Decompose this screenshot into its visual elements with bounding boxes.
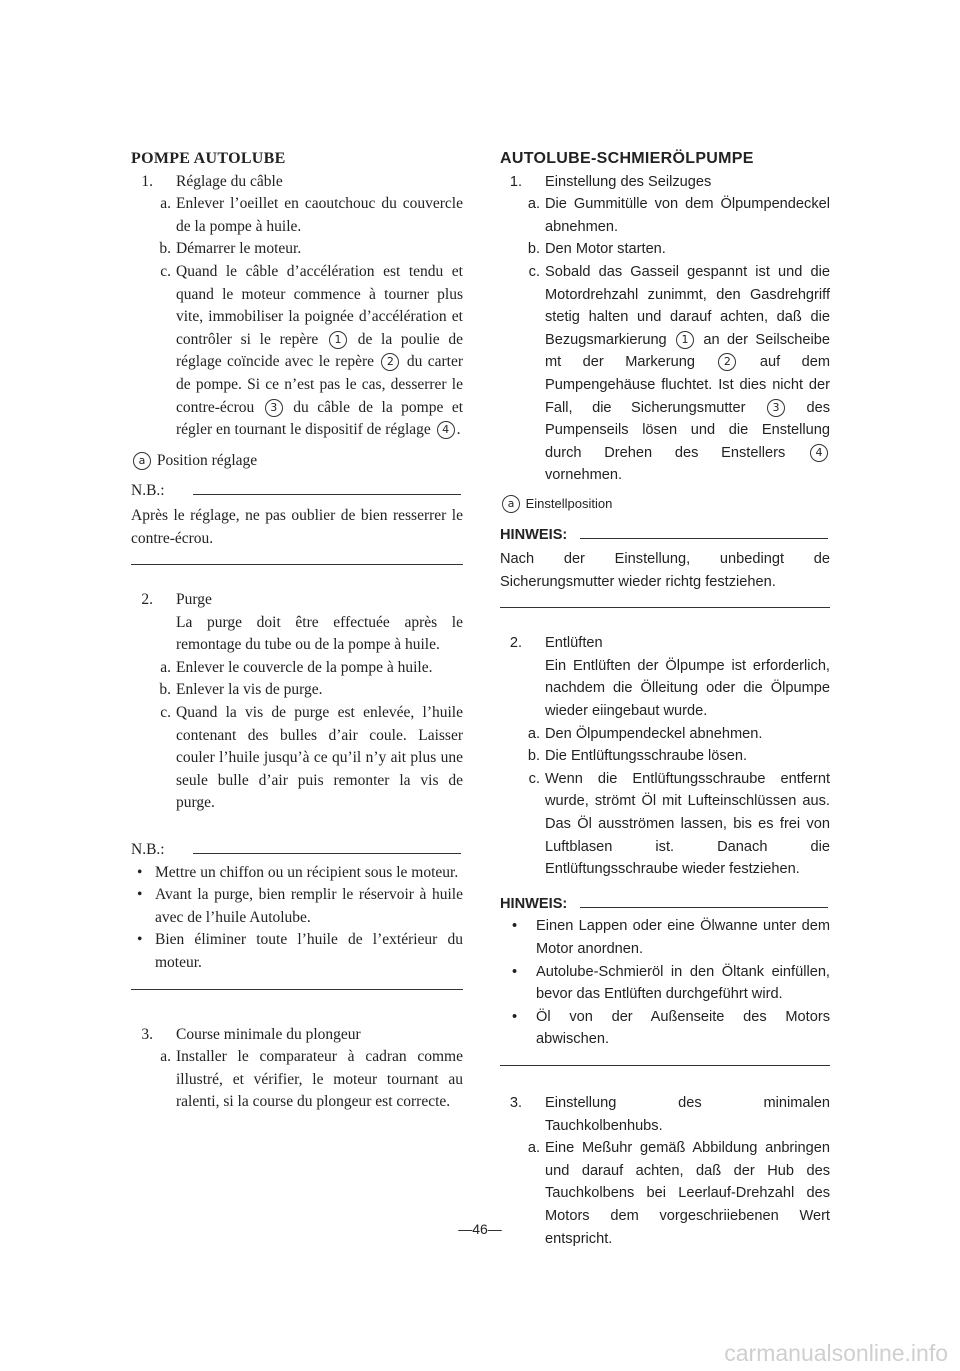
fr-note-1-end-rule — [131, 564, 463, 565]
de-s2-c-text: Wenn die Entlüftungsschraube entfernt wurde, strömt Öl mit Lufteinschlüssen aus. Das Öl ausströmen lassen, bis es frei von Luftblasen ist. Danach die Entlüftungsschraube wieder festziehen. — [545, 770, 830, 878]
watermark: carmanualsonline.info — [724, 1340, 948, 1366]
de-s1-b-label: b. — [527, 241, 540, 258]
fr-s1-step-b — [131, 238, 463, 261]
ref-mark-1-icon: 1 — [329, 331, 347, 349]
ref-mark-4-icon: 4 — [437, 421, 455, 439]
fr-note-2-bullet — [131, 862, 463, 885]
german-column — [500, 148, 830, 1250]
de-note-2-end-rule — [500, 1065, 830, 1066]
de-s2-c-label: c. — [528, 770, 540, 787]
de-note-2-header — [500, 893, 830, 916]
de-s3-heading: Einstellung des minimalen Tauchkolbenhubs. — [545, 1094, 830, 1134]
de-note-2-bullet — [500, 1006, 830, 1051]
de-s2-a-text: Den Ölpumpendeckel abnehmen. — [545, 725, 763, 742]
fr-s2-c-label: c. — [160, 704, 171, 722]
fr-note-1-rule — [193, 494, 461, 495]
fr-s2-a-text: Enlever le couvercle de la pompe à huile. — [176, 658, 433, 676]
fr-s3-number: 3. — [141, 1025, 153, 1043]
fr-s3-step-a — [131, 1046, 463, 1114]
de-c-text-5: vornehmen. — [545, 467, 623, 484]
fr-bullet-text: Bien éliminer toute l’huile de l’extérieur du moteur. — [155, 931, 463, 971]
ref-mark-2-icon: 2 — [381, 353, 399, 371]
de-s3-a-label: a. — [527, 1140, 540, 1157]
fr-s1-b-label: b. — [159, 240, 171, 258]
de-title: AUTOLUBE-SCHMIERÖLPUMPE — [500, 150, 754, 167]
de-bullet-text: Öl von der Außenseite des Motors abwischen. — [536, 1008, 830, 1048]
bullet-icon: • — [137, 931, 143, 949]
fr-s1-step-a — [131, 193, 463, 238]
de-s2-b-text: Die Entlüftungsschraube lösen. — [545, 748, 748, 765]
de-s1-heading: Einstellung des Seilzuges — [545, 173, 712, 190]
ref-mark-3-icon: 3 — [265, 399, 283, 417]
fr-s2-step-b — [131, 679, 463, 702]
fr-note-2-rule — [193, 853, 461, 854]
fr-s1-c-text — [176, 261, 463, 442]
ref-mark-3-icon: 3 — [767, 399, 785, 417]
legend-a-icon: a — [133, 452, 151, 470]
de-s2-b-label: b. — [527, 748, 540, 765]
ref-mark-2-icon: 2 — [718, 353, 736, 371]
de-c-text-1: Sobald das Gasseil gespannt ist und die Motordrehzahl zunimmt, den Gasdrehgriff stetig halten und darauf achten, daß die Bezugsmarkierung — [545, 263, 830, 348]
french-column — [131, 148, 463, 1114]
fr-note-1-title: N.B.: — [131, 482, 165, 500]
de-s2-intro-text: Ein Entlüften der Ölpumpe ist erforderlich, nachdem die Ölleitung oder die Ölpumpe wieder eiingebaut wurde. — [545, 657, 830, 720]
fr-c-text-2: de la poulie de réglage coïncide avec le repère — [176, 330, 463, 371]
de-note-1-title: HINWEIS: — [500, 526, 568, 543]
fr-s3-a-text: Installer le comparateur à cadran comme illustré, et vérifier, le moteur tournant au ralenti, si la course du plongeur est correcte. — [176, 1048, 463, 1111]
de-legend — [500, 493, 830, 516]
fr-legend-text: Position réglage — [156, 451, 258, 469]
ref-mark-4-icon: 4 — [810, 444, 828, 462]
fr-bullet-text: Mettre un chiffon ou un récipient sous le moteur. — [155, 863, 459, 881]
fr-s2-b-label: b. — [159, 681, 171, 699]
fr-note-1-header — [131, 480, 463, 503]
de-note-1-text: Nach der Einstellung, unbedingt de Sicherungsmutter wieder richtg festziehen. — [500, 551, 830, 590]
de-section-1 — [500, 171, 830, 194]
fr-note-2-title: N.B.: — [131, 841, 165, 859]
fr-s1-step-c — [131, 261, 463, 442]
de-bullet-text: Einen Lappen oder eine Ölwanne unter dem Motor anordnen. — [536, 918, 830, 957]
fr-s2-number: 2. — [141, 591, 153, 609]
bullet-icon: • — [512, 918, 518, 935]
de-s2-a-label: a. — [527, 725, 540, 742]
ref-mark-1-icon: 1 — [676, 331, 694, 349]
de-s2-step-a — [500, 723, 830, 746]
fr-note-2-bullet — [131, 929, 463, 974]
de-s2-intro — [500, 655, 830, 723]
de-note-1-end-rule — [500, 607, 830, 608]
fr-section-2 — [131, 589, 463, 612]
de-note-1-header — [500, 524, 830, 547]
fr-s2-heading: Purge — [176, 591, 212, 609]
fr-s1-a-text: Enlever l’oeillet en caoutchouc du couvercle de la pompe à huile. — [176, 195, 463, 235]
de-s1-c-label: c. — [528, 263, 540, 280]
de-s1-a-text: Die Gummitülle von dem Ölpumpendeckel abnehmen. — [545, 196, 830, 235]
de-note-2-rule — [580, 907, 828, 908]
de-s1-step-c — [500, 261, 830, 487]
bullet-icon: • — [512, 963, 518, 980]
bullet-icon: • — [512, 1008, 518, 1025]
fr-s2-b-text: Enlever la vis de purge. — [176, 681, 323, 699]
fr-note-2-bullet — [131, 884, 463, 929]
de-s2-heading: Entlüften — [545, 635, 603, 652]
de-c-text-3: auf dem Pumpengehäuse fluchtet. Ist dies nicht der Fall, die Sicherungsmutter — [545, 354, 831, 416]
fr-section-3 — [131, 1024, 463, 1047]
fr-section-1 — [131, 171, 463, 194]
fr-s2-c-text: Quand la vis de purge est enlevée, l’huile contenant des bulles d’air coule. Laisser couler l’huile jusqu’à ce qu’il n’y ait plus une seule bulle d’air puis remonter la vis de purge. — [176, 704, 463, 812]
de-s3-number: 3. — [509, 1094, 522, 1111]
fr-title: POMPE AUTOLUBE — [131, 150, 286, 167]
de-c-text-2: an der Seilscheibe mt der Markerung — [545, 331, 831, 371]
legend-a-icon: a — [502, 495, 520, 513]
fr-c-text-4: du câble de la pompe et régler en tournant le dispositif de réglage — [176, 398, 464, 439]
fr-s3-heading: Course minimale du plongeur — [176, 1025, 361, 1043]
fr-c-text-3: du carter de pompe. Si ce n’est pas le cas, desserrer le contre-écrou — [176, 353, 463, 416]
de-s1-b-text: Den Motor starten. — [545, 241, 666, 258]
fr-s2-a-label: a. — [160, 658, 171, 676]
fr-s2-step-c — [131, 702, 463, 815]
fr-bullet-text: Avant la purge, bien remplir le réservoir à huile avec de l’huile Autolube. — [155, 886, 463, 926]
de-bullet-text: Autolube-Schmieröl in den Öltank einfüllen, bevor das Entlüften durchgeführt wird. — [536, 963, 830, 1003]
fr-s3-a-label: a. — [160, 1048, 171, 1066]
fr-note-1-text: Après le réglage, ne pas oublier de bien resserrer le contre-écrou. — [131, 506, 463, 547]
de-s2-step-b — [500, 745, 830, 768]
fr-c-text-5: . — [456, 421, 461, 439]
de-s1-step-b — [500, 238, 830, 261]
bullet-icon: • — [137, 886, 143, 904]
de-s1-c-text — [545, 261, 830, 487]
page-number: —46— — [458, 1221, 502, 1237]
bullet-icon: • — [137, 863, 143, 881]
de-s1-number: 1. — [509, 173, 522, 190]
fr-note-2-header — [131, 839, 463, 862]
fr-s1-number: 1. — [141, 172, 153, 190]
fr-s2-intro-text: La purge doit être effectuée après le remontage du tube ou de la pompe à huile. — [176, 613, 463, 654]
de-c-text-4: des Pumpenseils lösen und die Enstellung durch Drehen des Enstellers — [545, 399, 830, 461]
de-note-1-rule — [580, 538, 828, 539]
fr-c-text-1: Quand le câble d’accélération est tendu et quand le moteur commence à tourner plus vite, immobiliser la poignée d’accélération et contrôler si le repère — [176, 262, 463, 348]
fr-s1-b-text: Démarrer le moteur. — [176, 240, 302, 258]
fr-s2-intro — [131, 612, 463, 657]
fr-legend — [131, 450, 463, 473]
de-s1-a-label: a. — [527, 196, 540, 213]
de-s3-a-text: Eine Meßuhr gemäß Abbildung anbringen und darauf achten, daß der Hub des Tauchkolbens bei Leerlauf-Drehzahl des Motors dem vorgeschriiebenen Wert entspricht. — [545, 1140, 830, 1247]
de-legend-text: Einstellposition — [525, 495, 613, 511]
de-note-2-bullet — [500, 961, 830, 1006]
de-s2-step-c — [500, 768, 830, 881]
de-s2-number: 2. — [509, 635, 522, 652]
de-s1-step-a — [500, 193, 830, 238]
fr-s1-heading: Réglage du câble — [176, 172, 283, 190]
fr-note-2-end-rule — [131, 989, 463, 990]
de-section-3 — [500, 1092, 830, 1137]
de-note-2-bullet — [500, 915, 830, 960]
fr-s1-c-label: c. — [160, 262, 171, 280]
fr-s2-step-a — [131, 657, 463, 680]
de-section-2 — [500, 632, 830, 655]
de-note-2-title: HINWEIS: — [500, 895, 568, 912]
fr-s1-a-label: a. — [160, 195, 171, 213]
